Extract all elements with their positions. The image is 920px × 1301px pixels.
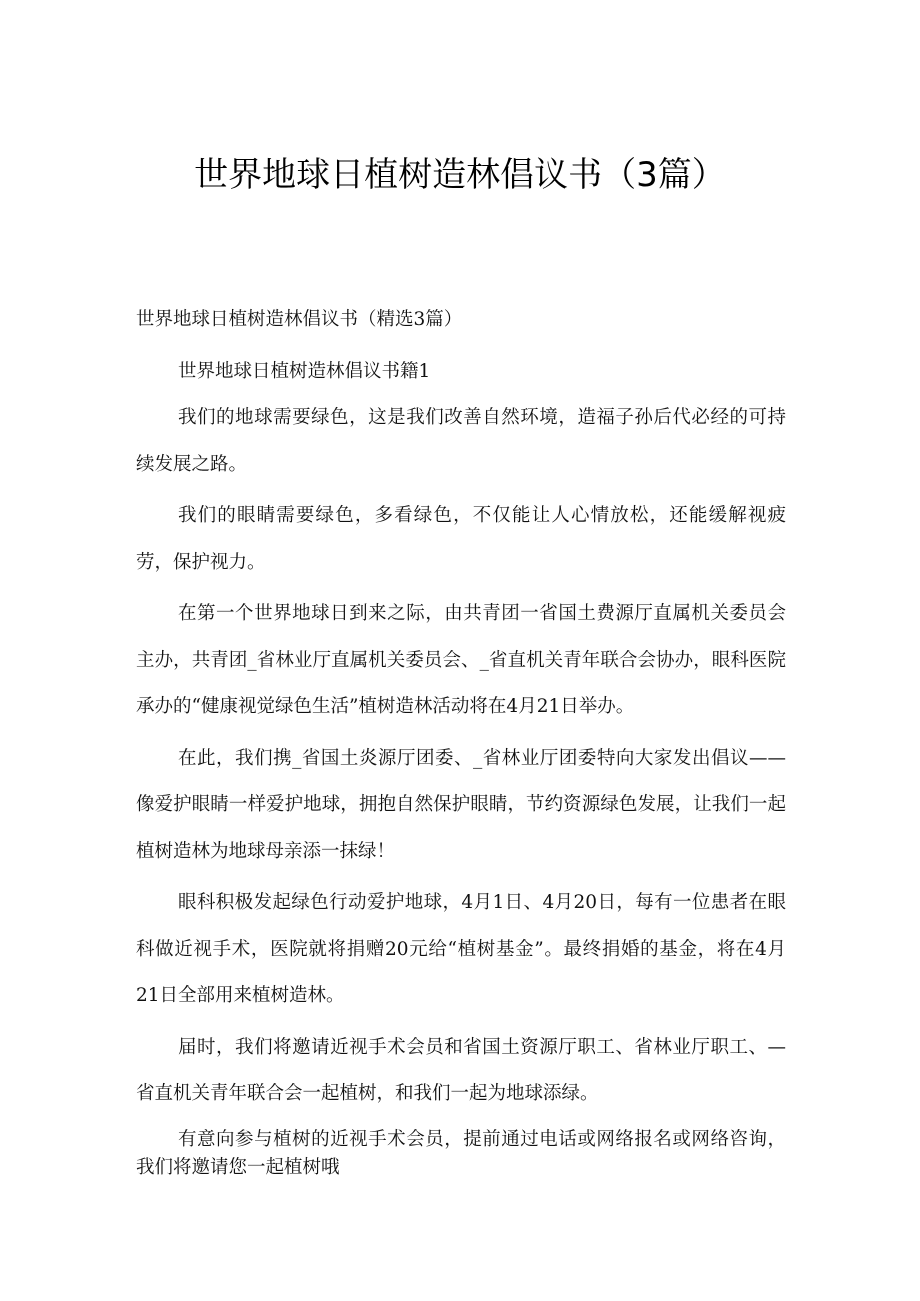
document-subtitle: 世界地球日植树造林倡议书（精选3篇） (136, 309, 463, 330)
paragraph-5: 眼科积极发起绿色行动爱护地球，4月1日、4月20日，每有一位患者在眼科做近视手术，医院就将捐赠20元给“植树基金”。最终捐婚的基金，将在4月21日全部用来植树造林。 (136, 892, 786, 1006)
paragraph-1: 我们的地球需要绿色，这是我们改善自然环境，造福子孙后代必经的可持续发展之路。 (136, 407, 786, 475)
paragraph-7: 有意向参与植树的近视手术会员，提前通过电话或网络报名或网络咨询，我们将邀请您一起植树哦 (136, 1128, 786, 1178)
document-title: 世界地球日植树造林倡议书（3篇） (194, 155, 726, 195)
document-body (136, 302, 786, 1182)
paragraph-3: 在第一个世界地球日到来之际，由共青团一省国土费源厅直属机关委员会主办，共青团_省林业厅直属机关委员会、_省直机关青年联合会协办，眼科医院承办的“健康视觉绿色生活”植树造林活动将在4月21日举办。 (136, 603, 786, 717)
paragraph-6: 届时，我们将邀请近视手术会员和省国土资源厅职工、省林业厅职工、—省直机关青年联合会一起植树，和我们一起为地球添绿。 (136, 1036, 786, 1104)
section-heading: 世界地球日植树造林倡议书籍1 (178, 361, 431, 382)
paragraph-4: 在此，我们携_省国土炎源厅团委、_省林业厅团委特向大家发出倡议——像爱护眼睛一样爱护地球，拥抱自然保护眼睛，节约资源绿色发展，让我们一起植树造林为地球母亲添一抹绿！ (136, 747, 786, 862)
paragraph-2: 我们的眼睛需要绿色，多看绿色，不仅能让人心情放松，还能缓解视疲劳，保护视力。 (136, 505, 786, 573)
